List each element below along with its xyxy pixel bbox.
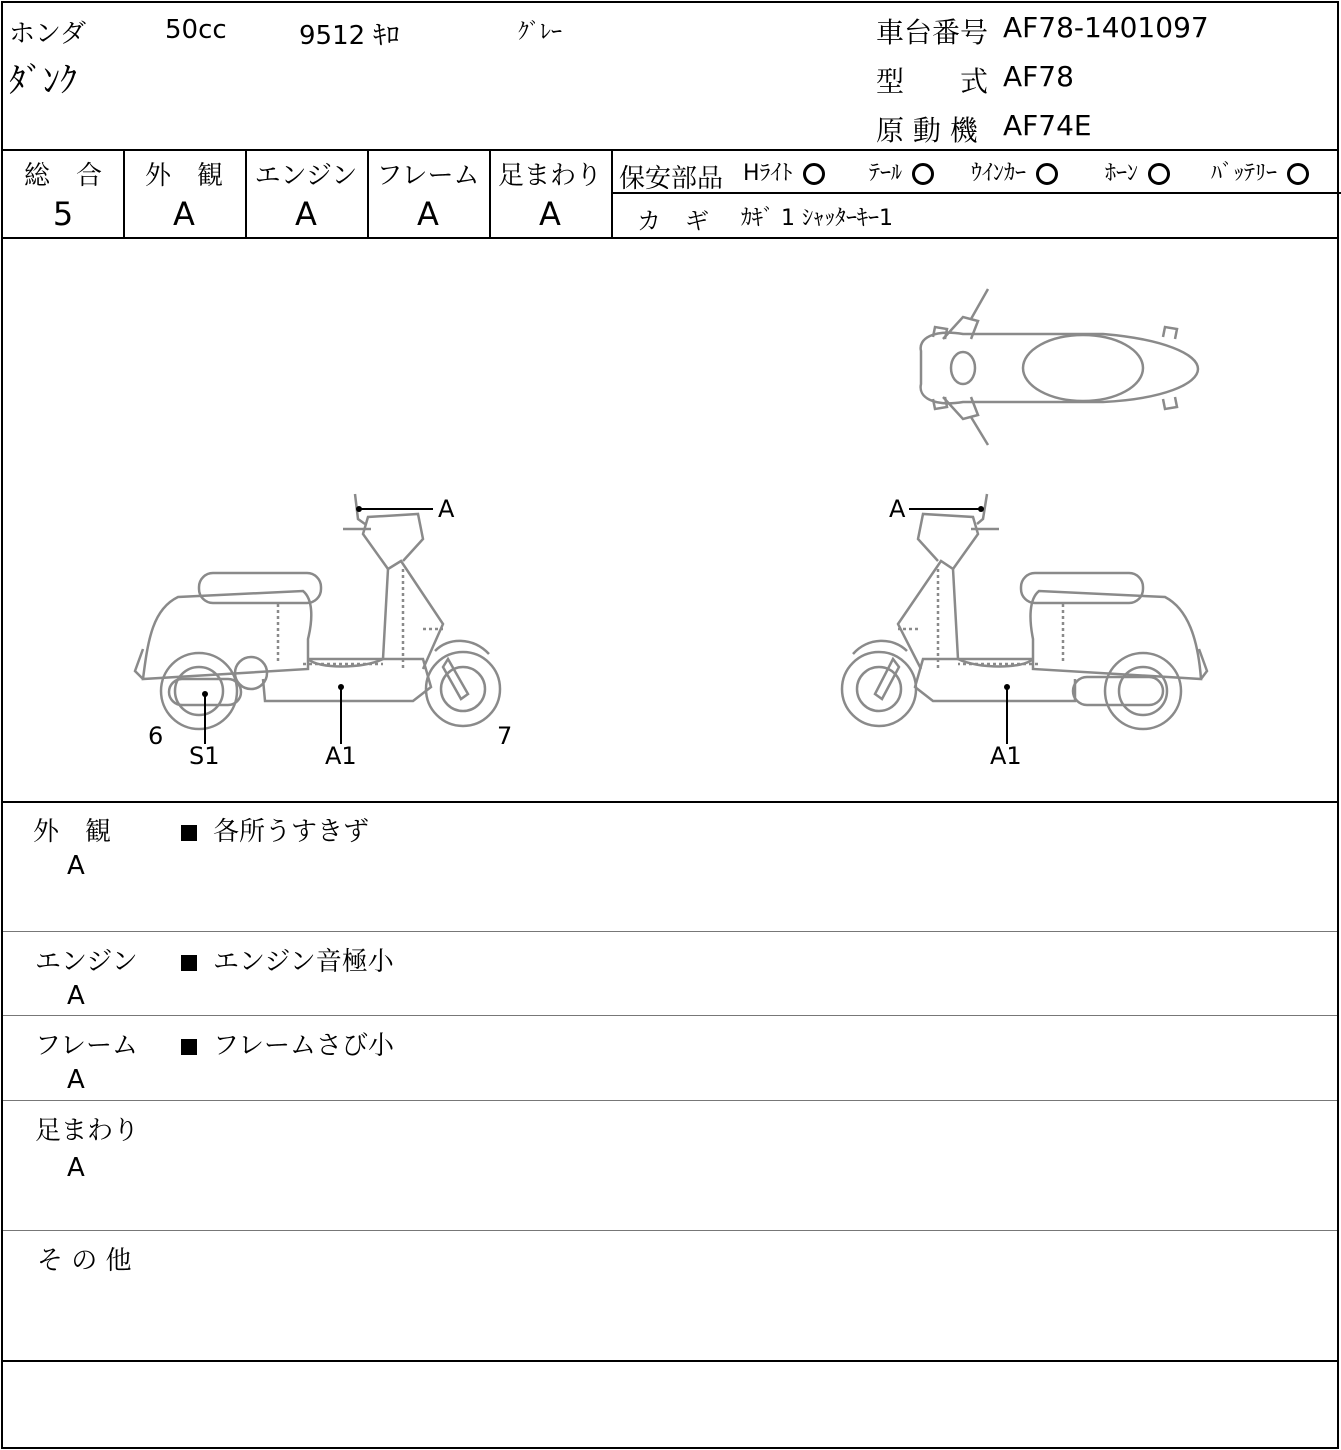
bullet-icon — [181, 825, 197, 841]
front-wheel-label: 7 — [497, 722, 513, 750]
section-other-title: そ の 他 — [37, 1246, 132, 1276]
scooter-diagram — [3, 239, 1339, 801]
model-type-label: 型 式 — [876, 65, 989, 98]
maker-name: ホンダ — [9, 19, 86, 49]
section-engine-note — [181, 941, 394, 978]
muffler-label: S1 — [189, 742, 220, 770]
bullet-icon — [181, 955, 197, 971]
section-engine-title: エンジン — [35, 947, 138, 977]
color-name: ｸﾞﾚｰ — [518, 20, 563, 45]
ok-circle-icon — [912, 163, 934, 185]
displacement: 50cc — [165, 15, 227, 45]
model-name: ﾀﾞﾝｸ — [9, 61, 77, 101]
grade-engine-value: A — [295, 195, 317, 233]
note-text: フレームさび小 — [213, 1031, 394, 1061]
grade-total-label: 総 合 — [23, 161, 102, 191]
inspection-sheet — [1, 1, 1339, 1449]
section-exterior-note — [181, 811, 369, 848]
model-type-value: AF78 — [1003, 60, 1074, 93]
mileage: 9512 ｷﾛ — [299, 21, 400, 51]
key-label: カ ギ — [637, 207, 709, 235]
scooter-side-left-drawing — [135, 494, 500, 729]
note-text: 各所うすきず — [213, 817, 370, 847]
engine-type-label: 原 動 機 — [876, 114, 978, 147]
rear-wheel-label: 6 — [148, 722, 164, 750]
safety-taillight — [869, 156, 934, 187]
chassis-number-label: 車台番号 — [876, 16, 989, 49]
horn-label: ﾎｰﾝ — [1105, 161, 1139, 186]
safety-battery — [1211, 156, 1309, 187]
bullet-icon — [181, 1039, 197, 1055]
left-mirror-label: A — [438, 495, 455, 523]
engine-type-value: AF74E — [1003, 109, 1092, 142]
key-value: ｶｷﾞ 1 ｼｬｯﾀｰｷｰ1 — [741, 206, 893, 231]
section-exterior-grade: A — [67, 851, 85, 881]
left-floor-label: A1 — [325, 742, 357, 770]
grade-frame-label: フレーム — [376, 161, 480, 191]
right-mirror-label: A — [889, 495, 906, 523]
grade-suspension-label: 足まわり — [497, 161, 602, 191]
safety-parts-label: 保安部品 — [619, 164, 724, 194]
battery-label: ﾊﾞｯﾃﾘｰ — [1211, 161, 1278, 186]
section-suspension-grade: A — [67, 1153, 85, 1183]
grade-suspension-value: A — [539, 195, 561, 233]
ok-circle-icon — [1287, 163, 1309, 185]
safety-horn — [1105, 156, 1170, 187]
divider — [3, 149, 1337, 151]
chassis-number-value: AF78-1401097 — [1003, 11, 1209, 44]
taillight-label: ﾃｰﾙ — [869, 161, 903, 186]
section-frame-note — [181, 1025, 394, 1062]
safety-winker — [971, 156, 1058, 187]
grade-exterior-value: A — [173, 195, 195, 233]
ok-circle-icon — [1036, 163, 1058, 185]
winker-label: ｳｲﾝｶｰ — [971, 161, 1027, 186]
grade-engine-label: エンジン — [254, 161, 358, 191]
left-callouts — [202, 506, 433, 744]
grade-frame-value: A — [417, 195, 439, 233]
right-floor-label: A1 — [990, 742, 1022, 770]
scooter-top-drawing — [921, 289, 1198, 445]
grade-total-value: 5 — [52, 195, 74, 233]
section-frame-title: フレーム — [35, 1031, 138, 1061]
section-exterior-title: 外 観 — [33, 817, 112, 847]
ok-circle-icon — [1148, 163, 1170, 185]
right-callouts — [909, 506, 1010, 744]
section-frame-grade: A — [67, 1065, 85, 1095]
headlight-label: Hﾗｲﾄ — [743, 161, 793, 186]
grade-exterior-label: 外 観 — [144, 161, 223, 191]
section-engine-grade: A — [67, 981, 85, 1011]
safety-headlight — [743, 156, 825, 187]
scooter-side-right-drawing — [842, 494, 1207, 729]
note-text: エンジン音極小 — [213, 947, 394, 977]
section-suspension-title: 足まわり — [35, 1116, 140, 1146]
ok-circle-icon — [803, 163, 825, 185]
